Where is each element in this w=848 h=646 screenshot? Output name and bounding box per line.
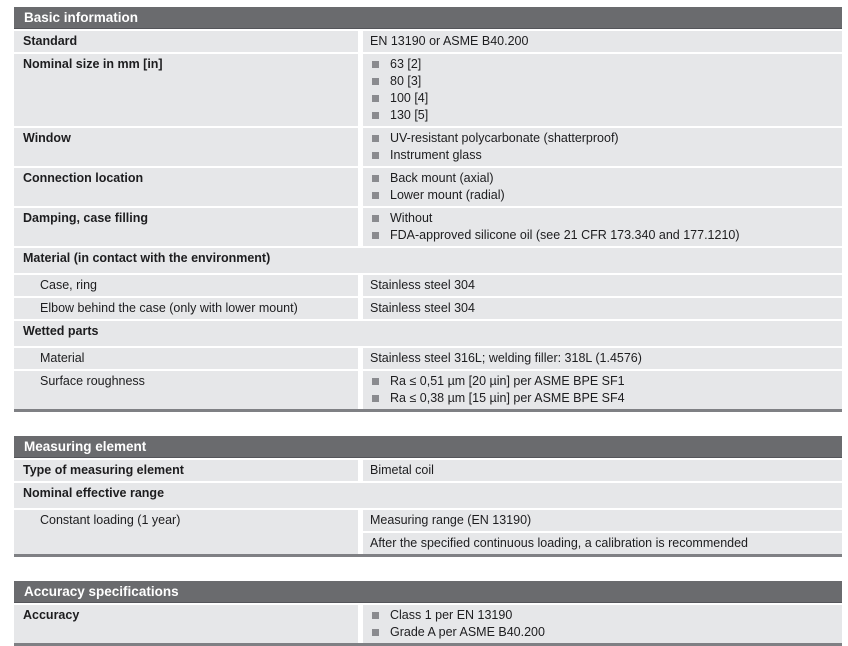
row-label-cell (14, 371, 358, 409)
row-value-cell (363, 275, 842, 296)
row-value-stack (363, 348, 842, 369)
bullet-list-item (370, 56, 836, 73)
row-value-stack (363, 510, 842, 554)
bullet-item-text: Back mount (axial) (390, 171, 494, 185)
bullet-square-icon (372, 78, 379, 85)
spec-section (14, 436, 842, 557)
row-label-cell (14, 298, 358, 319)
bullet-item-text: Class 1 per EN 13190 (390, 608, 513, 622)
row-value-cell (363, 605, 842, 643)
row-label: Surface roughness (40, 374, 145, 388)
bullet-item-text: 130 [5] (390, 108, 429, 122)
bullet-square-icon (372, 175, 379, 182)
bullet-list-item (370, 130, 836, 147)
row-value-cell (363, 510, 842, 531)
spec-row (14, 168, 842, 206)
spec-section (14, 581, 842, 646)
row-value: Stainless steel 316L; welding filler: 318L (1.4576) (370, 351, 642, 365)
bullet-item-text: UV-resistant polycarbonate (shatterproof) (390, 131, 619, 145)
row-value: After the specified continuous loading, a calibration is recommended (370, 536, 748, 550)
spec-subheader-row (14, 248, 842, 273)
row-value-stack (363, 168, 842, 206)
subheader-label: Wetted parts (23, 324, 99, 338)
spec-row (14, 275, 842, 296)
row-label-cell (14, 275, 358, 296)
section-body (14, 31, 842, 409)
bullet-item-text: 80 [3] (390, 74, 422, 88)
bullet-list-item (370, 170, 836, 187)
spec-row (14, 298, 842, 319)
row-label: Case, ring (40, 278, 97, 292)
bullet-list-item (370, 390, 836, 407)
spec-row (14, 605, 842, 643)
row-value-stack (363, 605, 842, 643)
row-value-cell (363, 168, 842, 206)
bullet-list-item (370, 607, 836, 624)
bullet-item-text: FDA-approved silicone oil (see 21 CFR 173.340 and 177.1210) (390, 228, 740, 242)
row-value-cell (363, 208, 842, 246)
spec-row (14, 510, 842, 554)
spec-row (14, 54, 842, 126)
section-title-bar (14, 581, 842, 603)
bullet-list-item (370, 73, 836, 90)
section-title-bar (14, 7, 842, 29)
row-value-stack (363, 371, 842, 409)
row-value: Measuring range (EN 13190) (370, 513, 532, 527)
bullet-item-text: Lower mount (radial) (390, 188, 505, 202)
bullet-square-icon (372, 378, 379, 385)
row-value: EN 13190 or ASME B40.200 (370, 34, 529, 48)
row-value-cell (363, 533, 842, 554)
row-value-cell (363, 348, 842, 369)
row-value-stack (363, 460, 842, 481)
row-value: Stainless steel 304 (370, 301, 475, 315)
spec-subheader-row (14, 321, 842, 346)
row-label: Constant loading (1 year) (40, 513, 181, 527)
bullet-list-item (370, 90, 836, 107)
section-title-bar (14, 436, 842, 458)
row-value-stack (363, 275, 842, 296)
spec-row (14, 348, 842, 369)
row-label-cell (14, 348, 358, 369)
bullet-list-item (370, 373, 836, 390)
bullet-item-text: Grade A per ASME B40.200 (390, 625, 545, 639)
row-value: Stainless steel 304 (370, 278, 475, 292)
row-label: Nominal size in mm [in] (23, 57, 163, 71)
bullet-item-text: Ra ≤ 0,38 µm [15 µin] per ASME BPE SF4 (390, 391, 625, 405)
bullet-item-text: Instrument glass (390, 148, 482, 162)
bullet-item-text: Without (390, 211, 433, 225)
row-label-cell (14, 460, 358, 481)
bullet-item-text: 63 [2] (390, 57, 422, 71)
subheader-label: Material (in contact with the environment) (23, 251, 271, 265)
bullet-square-icon (372, 152, 379, 159)
spec-row (14, 208, 842, 246)
bullet-square-icon (372, 395, 379, 402)
spec-row (14, 371, 842, 409)
bullet-square-icon (372, 232, 379, 239)
row-label: Type of measuring element (23, 463, 184, 477)
row-value-stack (363, 31, 842, 52)
bullet-list-item (370, 107, 836, 124)
section-body (14, 605, 842, 643)
bullet-list-item (370, 187, 836, 204)
section-body (14, 460, 842, 554)
bullet-square-icon (372, 192, 379, 199)
bullet-square-icon (372, 215, 379, 222)
bullet-square-icon (372, 612, 379, 619)
spec-document (14, 7, 842, 646)
row-value-cell (363, 371, 842, 409)
row-value-stack (363, 208, 842, 246)
row-value-cell (363, 298, 842, 319)
row-value-stack (363, 298, 842, 319)
bullet-square-icon (372, 112, 379, 119)
row-value-cell (363, 31, 842, 52)
row-label: Elbow behind the case (only with lower mount) (40, 301, 298, 315)
section-title: Basic information (24, 10, 139, 25)
row-label: Damping, case filling (23, 211, 149, 225)
row-value-cell (363, 460, 842, 481)
row-value: Bimetal coil (370, 463, 434, 477)
section-title: Measuring element (24, 439, 147, 454)
bullet-square-icon (372, 135, 379, 142)
row-label: Standard (23, 34, 78, 48)
subheader-label: Nominal effective range (23, 486, 165, 500)
row-value-cell (363, 128, 842, 166)
row-label-cell (14, 168, 358, 206)
bullet-list-item (370, 210, 836, 227)
section-title: Accuracy specifications (24, 584, 179, 599)
bullet-square-icon (372, 61, 379, 68)
row-label-cell (14, 31, 358, 52)
spec-subheader-row (14, 483, 842, 508)
spec-row (14, 31, 842, 52)
row-value-stack (363, 54, 842, 126)
row-label-cell (14, 54, 358, 126)
bullet-item-text: Ra ≤ 0,51 µm [20 µin] per ASME BPE SF1 (390, 374, 625, 388)
row-label-cell (14, 510, 358, 554)
bullet-square-icon (372, 95, 379, 102)
bullet-list-item (370, 227, 836, 244)
row-value-stack (363, 128, 842, 166)
bullet-item-text: 100 [4] (390, 91, 429, 105)
row-label-cell (14, 605, 358, 643)
row-label-cell (14, 208, 358, 246)
bullet-list-item (370, 147, 836, 164)
row-label: Window (23, 131, 71, 145)
row-label: Accuracy (23, 608, 80, 622)
spec-row (14, 460, 842, 481)
spec-section (14, 7, 842, 412)
spec-row (14, 128, 842, 166)
row-label: Connection location (23, 171, 144, 185)
row-label: Material (40, 351, 85, 365)
row-value-cell (363, 54, 842, 126)
row-label-cell (14, 128, 358, 166)
